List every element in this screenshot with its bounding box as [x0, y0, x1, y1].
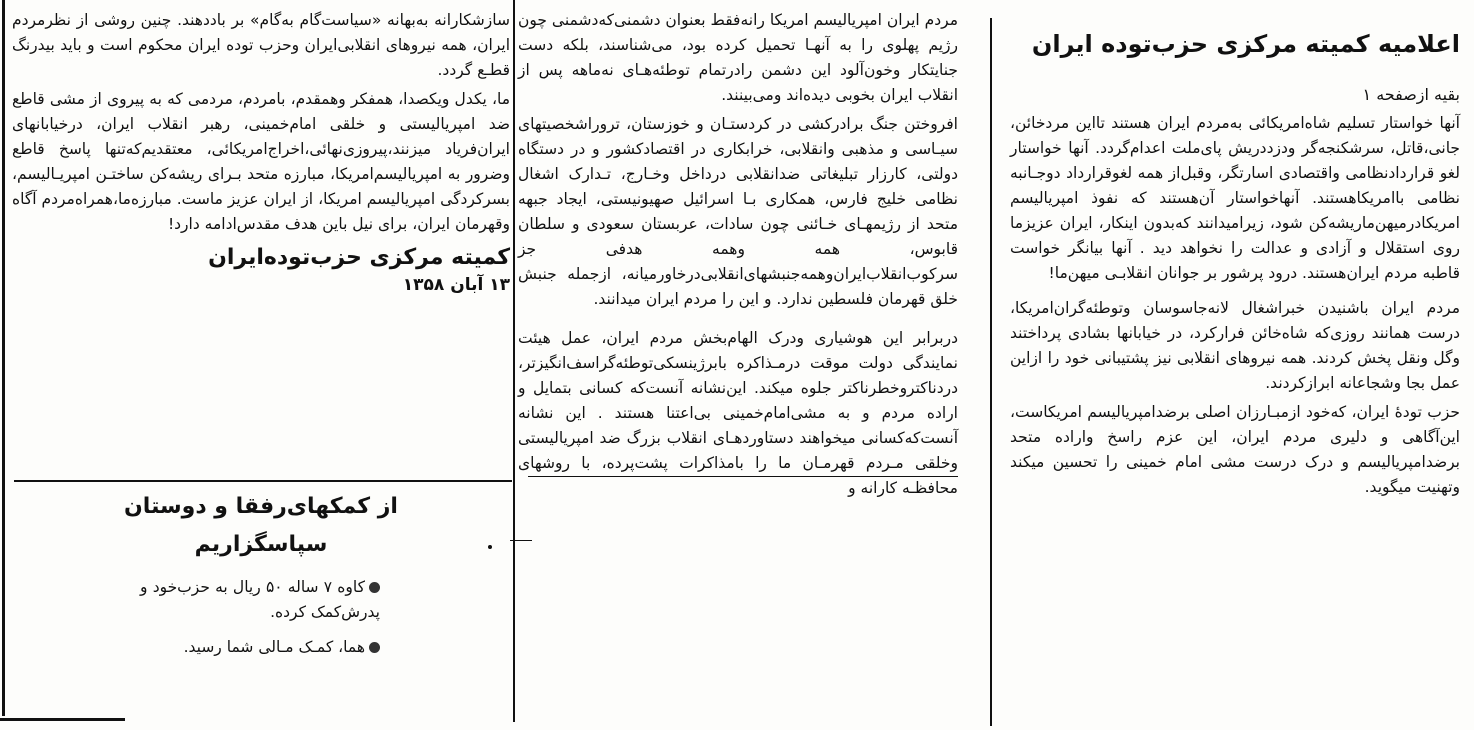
thanks-item: [140, 635, 380, 660]
signature-date: ۱۳ آبان ۱۳۵۸: [402, 275, 510, 295]
right-paragraph-3: حزب تودۀ ایران، که‌خود ازمبـارزان اصلی برضدامپریالیسم امریکاست، این‌آگاهی و دلیری مردم ایران، این عزم راسخ واراده متحد برضدامپریالیسم و درک درست مشی امام خمینی را تحسین میکند وتهنیت میگوید.: [1010, 403, 1460, 496]
right-paragraph-1: آنها خواستار تسلیم شاه‌امریکائی به‌مردم ایران هستند تااین مردخائن، جانی،قاتل، سرشکنجه‌گر ودزددریش پای‌ملت اعدام‌گردد. آنها خواستار لغو قراردادنظامی واقتصادی اسارتگر، وقبل‌از همه لغوقرارداد دوجـانبه نظامی باامریکاهستند. آنهاخواستار آن‌هستند که نفوذ امپریالیسم امریکادرمیهن‌ماریشه‌کن شود، زیرامیدانند که‌بدون اینکار، ایران عزیزما روی استقلال و آزادی و عدالت را نخواهد دید . آنها بیانگر خواست قاطبه مردم ایران‌هستند. درود پرشور بر جوانان انقلابـی میهن‌ما!: [1010, 114, 1460, 282]
page-left-border: [2, 0, 5, 716]
left-paragraph-1: سازشکارانه به‌بهانه «سیاست‌گام به‌گام» بر باددهند. چنین روشی از نظرمردم ایران، همه نیروهای انقلابی‌ایران وحزب توده ایران محکوم است و باید بیدرنگ قطـع گردد.: [12, 11, 510, 79]
right-column: [1010, 0, 1460, 504]
thanks-item: [140, 575, 380, 625]
middle-paragraph-1: مردم ایران امپریالیسم امریکا رانه‌فقط بعنوان دشمنی‌که‌دشمنی چون رژیم پهلوی را به آنهـا تحمیل کرده بود، می‌شناسند، بلکه دست جنایتکار وخون‌آلود این دشمن رادرتمام توطئه‌هـای نه‌ماهه پس از انقلاب ایران بخوبی دیده‌اند ومی‌بینند.: [518, 11, 958, 104]
thanks-item-text: هما، کمـک مـالی شما رسید.: [183, 638, 365, 656]
continued-from-page: بقیه ازصفحه ۱: [1362, 85, 1460, 104]
thanks-box-title: [12, 488, 510, 564]
announcement-title: اعلامیه کمیته مرکزی حزب‌توده ایران: [1031, 30, 1460, 58]
thanks-title-line-1: از کمکهای‌رفقا و دوستان: [124, 494, 398, 519]
left-column: [12, 0, 510, 297]
thanks-item-text: کاوه ۷ ساله ۵۰ ریال به حزب‌خود و پدرش‌کمک کرده.: [140, 578, 380, 621]
mid-column-rule-small: [510, 540, 532, 541]
bullet-icon: [369, 582, 380, 593]
left-paragraph-2: ما، یکدل ویکصدا، همفکر وهمقدم، بامردم، مردمی که به پیروی از مشی قاطع ضد امپریالیستی و خلقی امام‌خمینی، رهبر انقلاب ایران، درخیابانهای ایران‌فریاد میزنند،پیروزی‌نهائی،اخراج‌امریکائی، معتقدیم‌که‌تنها پاسخ قاطع وضرور به امپریالیسم‌امریکا، مبارزه متحد بـرای ریشه‌کن ساختـن امپریـالیسم، بسرکردگی امپریالیسم امریکا، از ایران عزیز ماست. مبارزه‌ما،همراه‌مردم آگاه وقهرمان ایران، برای نیل باین هدف مقدس‌ادامه دارد!: [12, 90, 510, 233]
column-divider-right: [990, 18, 992, 726]
right-paragraph-2: مردم ایران باشنیدن خبراشغال لانه‌جاسوسان وتوطئه‌گران‌امریکا، درست همانند روزی‌که شاه‌خائن فرارکرد، در خیابانها بشادی پرداختند وگل ونقل پخش کردند. همه نیروهای انقلابی نیز پشتیبانی خود را ازاین عمل بجا وشجاعانه ابرازکردند.: [1010, 299, 1460, 392]
thanks-list: [140, 575, 380, 670]
middle-column: [518, 0, 958, 505]
bullet-icon: [369, 642, 380, 653]
middle-paragraph-3: دربرابر این هوشیاری ودرک الهام‌بخش مردم ایران، عمل هیئت نمایندگی دولت موقت درمـذاکره بابرژینسکی‌توطئه‌گراسف‌انگیزتر، دردناکتروخطرناکتر جلوه میکند. این‌نشانه آنست‌که کسانی بتمایل و اراده مردم و به مشی‌امام‌خمینی بی‌اعتنا هستند . این نشانه آنست‌که‌کسانی میخواهند دستاوردهـای انقلاب بزرگ ضد امپریالیستی وخلقی مـردم قهرمـان ما را بامذاکرات پشت‌پرده، با روشهای محافظـه کارانه و: [518, 329, 958, 497]
thanks-title-line-2: سپاسگزاریم: [194, 532, 328, 557]
column-divider-left: [513, 0, 515, 722]
bottom-edge-rule: [0, 718, 125, 721]
signature: کمیته مرکزی حزب‌توده‌ایران: [208, 245, 510, 270]
middle-paragraph-2: افروختن جنگ برادرکشی در کردستـان و خوزستان، تروراشخصیتهای سیـاسی و مذهبی وانقلابی، خرابکاری در اقتصادکشور و در دستگاه دولتی، کارزار تبلیغاتی ضدانقلابی درداخل وخـارج، تـدارک اشغال نظامی خلیج فارس، همکاری بـا اسرائیل صهیونیستی، ایجاد جبهه متحد از رژیمهـای خـائنی چون سادات، عربستان سعودی و سلطان قابوس، همه وهمه هدفی جز سرکوب‌انقلاب‌ایران‌وهمه‌جنبشهای‌انقلابی‌درخاورمیانه، ازجمله جنبش خلق قهرمان فلسطین ندارد. و این را مردم ایران میدانند.: [518, 115, 958, 308]
signature-box-rule: [14, 480, 512, 482]
